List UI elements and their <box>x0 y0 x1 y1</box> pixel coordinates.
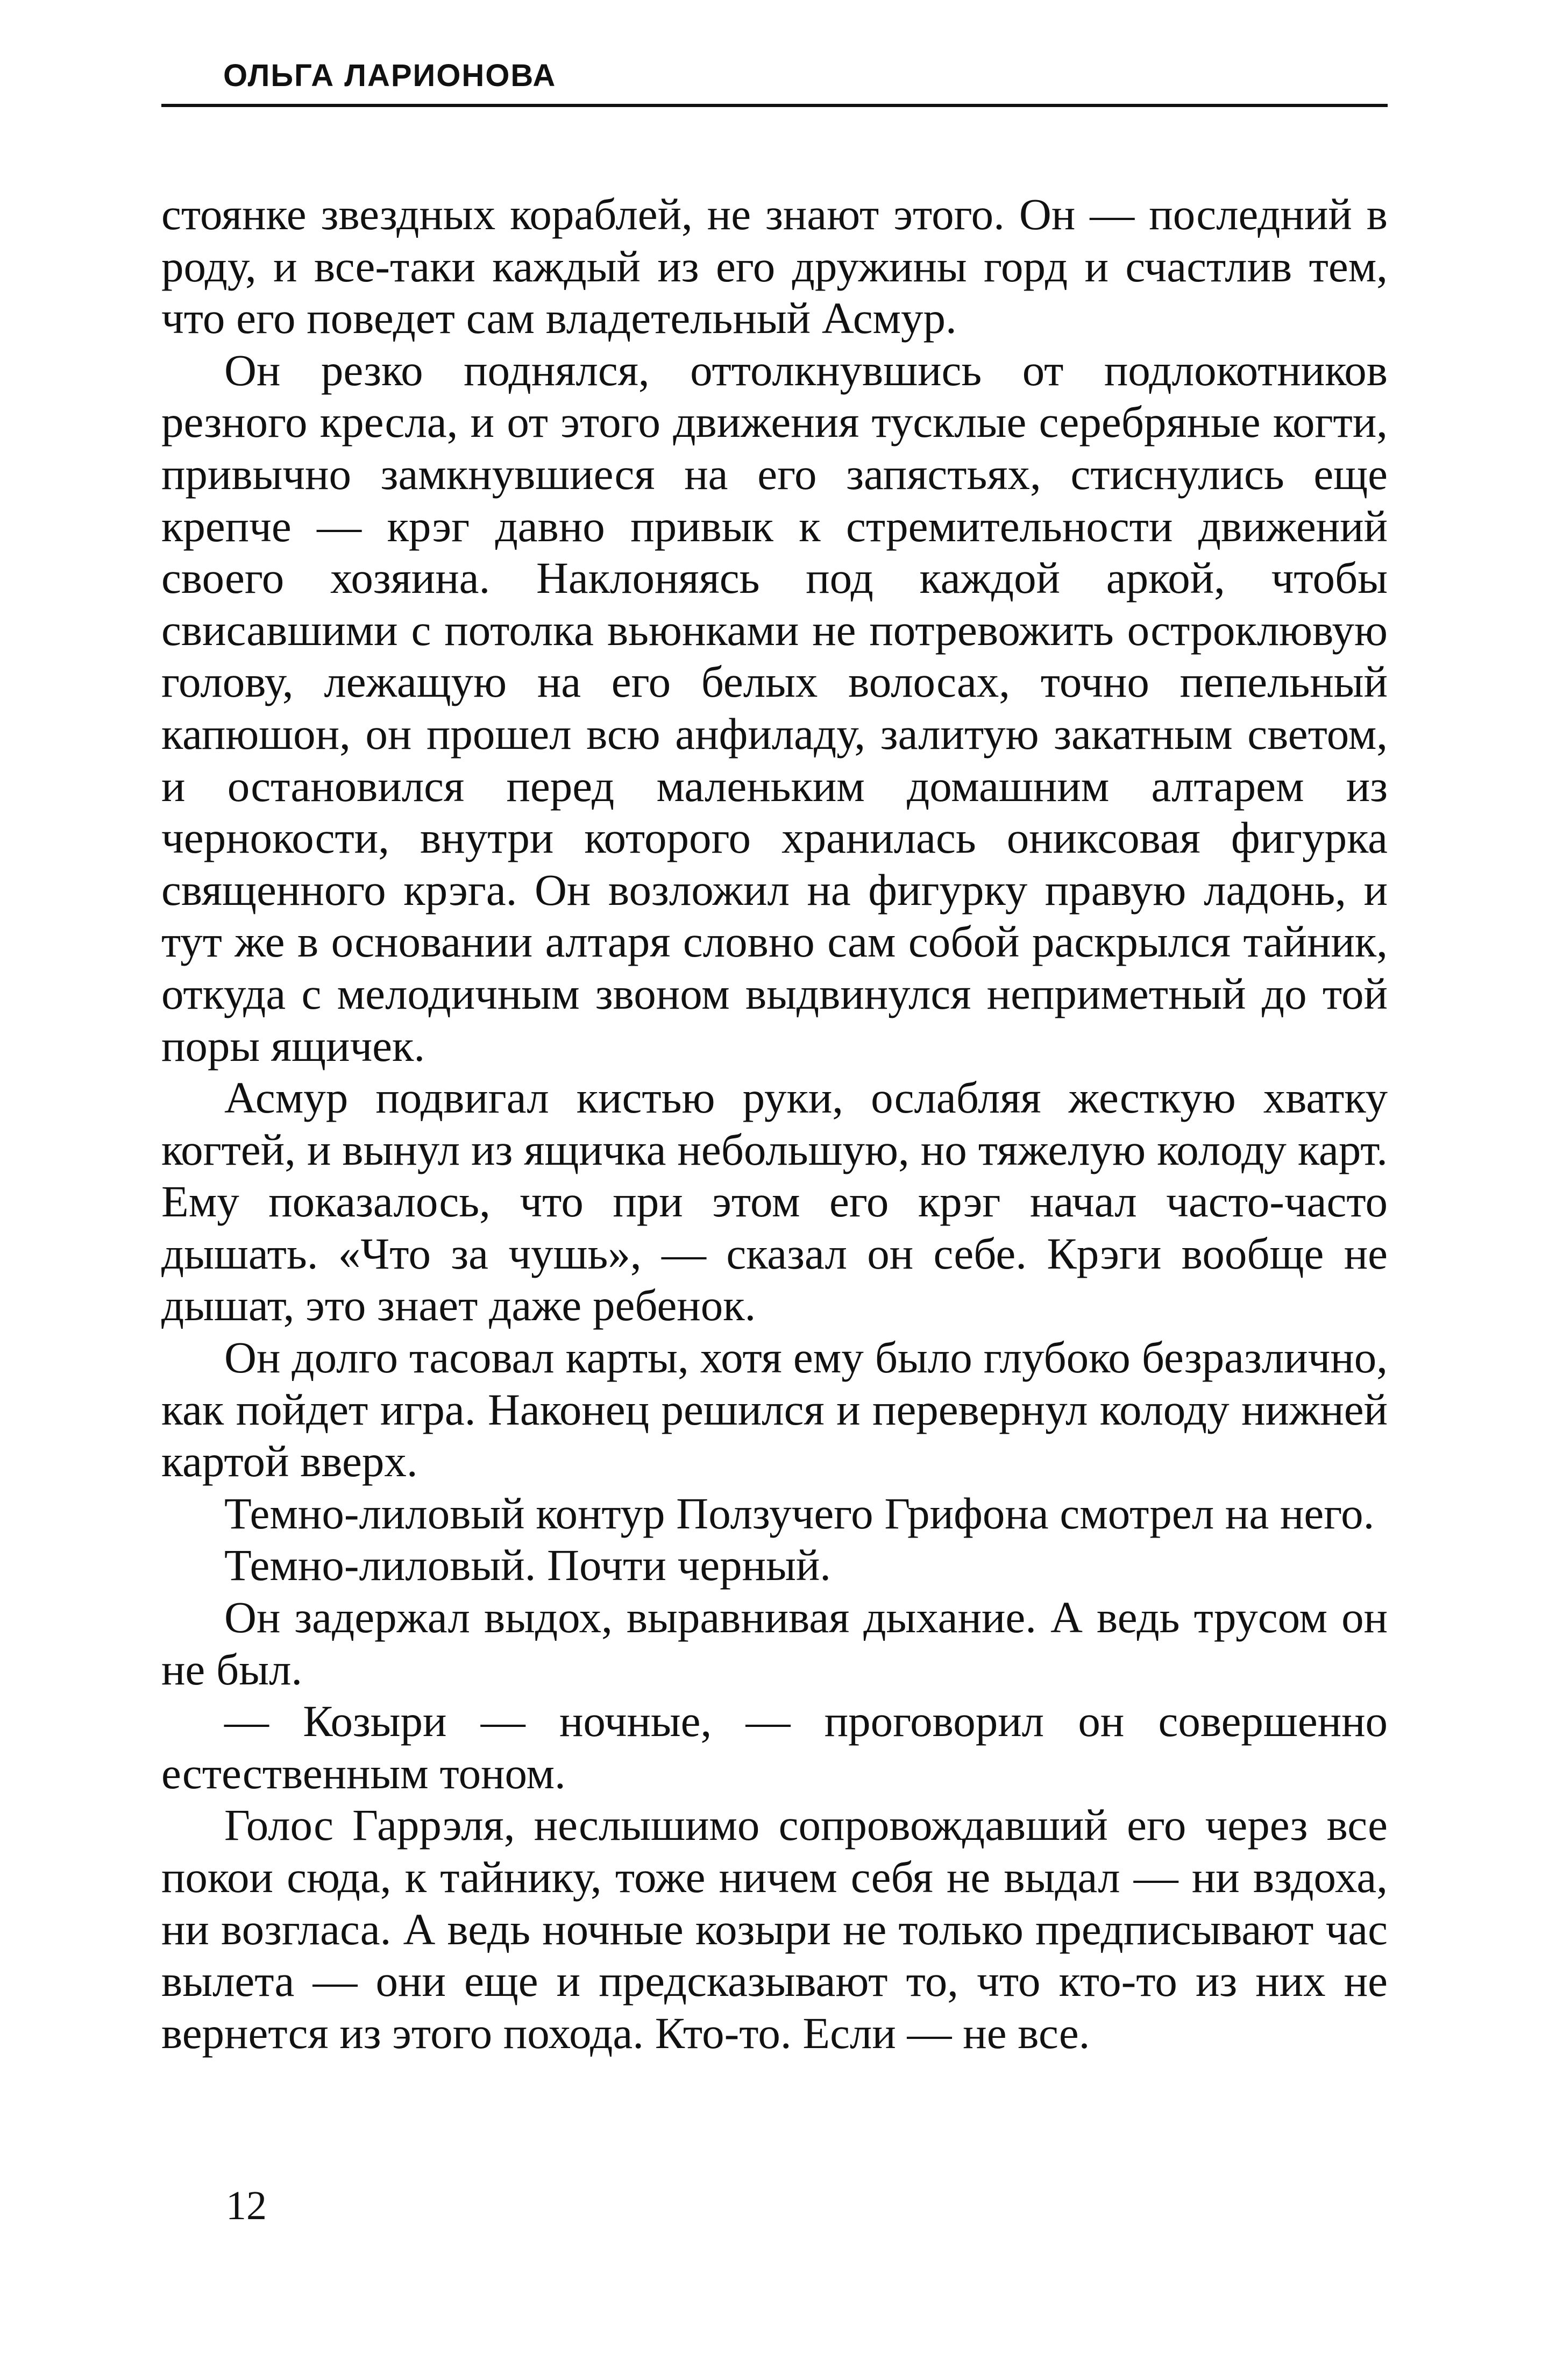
paragraph: Он долго тасовал карты, хотя ему было глубоко безразлично, как пойдет игра. Наконец решился и перевернул колоду нижней картой вверх. <box>161 1333 1388 1486</box>
running-head-author: ОЛЬГА ЛАРИОНОВА <box>223 58 557 93</box>
header-rule <box>161 104 1388 107</box>
paragraph: Асмур подвигал кистью руки, ослабляя жесткую хватку когтей, и вынул из ящичка небольшую, но тяжелую колоду карт. Ему показалось, что при этом его крэг начал часто-часто дышать. «Что за чушь», — сказал он себе. Крэги вообще не дышат, это знает даже ребенок. <box>161 1073 1388 1330</box>
paragraph: Темно-лиловый контур Ползучего Грифона смотрел на него. <box>224 1488 1375 1538</box>
body-text <box>161 188 1388 2059</box>
paragraph: Голос Гаррэля, неслышимо сопровождавший его через все покои сюда, к тайнику, тоже ничем себя не выдал — ни вздоха, ни возгласа. А ведь ночные козыри не только предписывают час вылета — они еще и предсказывают то, что кто-то из них не вернется из этого похода. Кто-то. Если — не все. <box>161 1800 1388 2058</box>
paragraph: Темно-лиловый. Почти черный. <box>224 1540 831 1590</box>
paragraph: — Козыри — ночные, — проговорил он совершенно естественным тоном. <box>161 1696 1388 1798</box>
paragraph: Он резко поднялся, оттолкнувшись от подлокотников резного кресла, и от этого движения тусклые серебряные когти, привычно замкнувшиеся на его запястьях, стиснулись еще крепче — крэг давно привык к стремительности движений своего хозяина. Наклоняясь под каждой аркой, чтобы свисавшими с потолка вьюнками не потревожить остроклювую голову, лежащую на его белых волосах, точно пепельный капюшон, он прошел всю анфиладу, залитую закатным светом, и остановился перед маленьким домашним алтарем из чернокости, внутри которого хранилась ониксовая фигурка священного крэга. Он возложил на фигурку правую ладонь, и тут же в основании алтаря словно сам собой раскрылся тайник, откуда с мелодичным звоном выдвинулся неприметный до той поры ящичек. <box>161 345 1388 1071</box>
paragraph: Он задержал выдох, выравнивая дыхание. А ведь трусом он не был. <box>161 1592 1388 1694</box>
page-number: 12 <box>226 2183 267 2228</box>
page-header <box>161 54 1388 108</box>
paragraph-continued: стоянке звездных кораблей, не знают этого. Он — последний в роду, и все-таки каждый из его дружины горд и счастлив тем, что его поведет сам владетельный Асмур. <box>161 189 1388 343</box>
